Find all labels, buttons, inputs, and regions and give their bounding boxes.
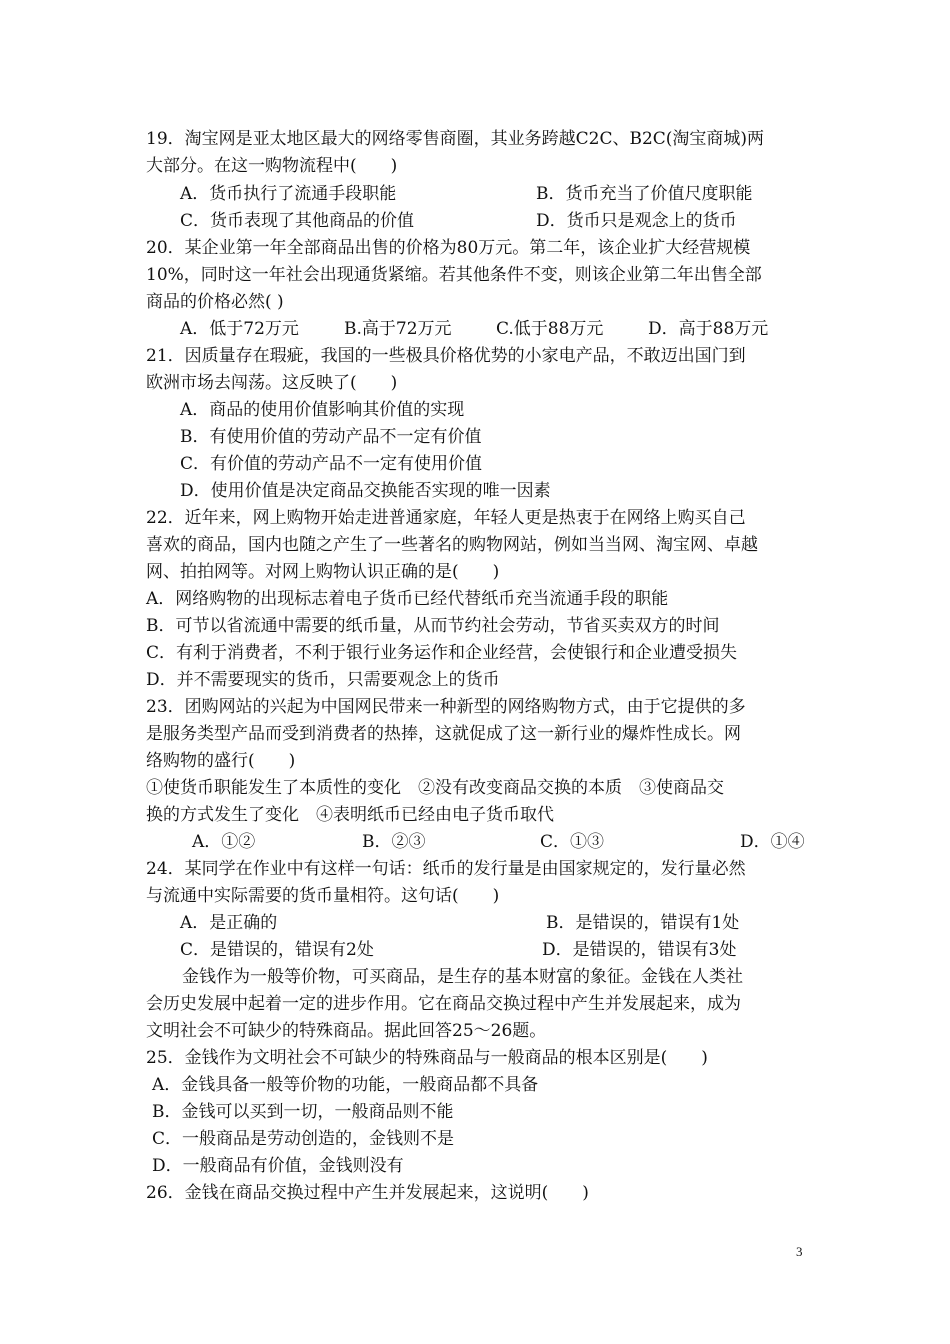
q19-option-d: D．货币只是观念上的货币 <box>536 211 737 231</box>
q22-stem-line3: 网、拍拍网等。对网上购物认识正确的是( ) <box>146 562 500 582</box>
q24-option-a: A．是正确的 <box>180 913 278 933</box>
q24-option-c: C．是错误的，错误有2处 <box>180 940 374 960</box>
q24-option-b: B．是错误的，错误有1处 <box>546 913 740 933</box>
q22-stem-line2: 喜欢的商品，国内也随之产生了一些著名的购物网站，例如当当网、淘宝网、卓越 <box>146 535 758 555</box>
q20-option-d: D．高于88万元 <box>648 319 769 339</box>
page-number: 3 <box>796 1244 803 1259</box>
q23-option-a: A．①② <box>192 832 256 852</box>
q20-stem-line3: 商品的价格必然( ) <box>146 292 284 312</box>
q19-stem-line1: 19．淘宝网是亚太地区最大的网络零售商圈，其业务跨越C2C、B2C(淘宝商城)两 <box>146 129 765 149</box>
q25-option-c: C．一般商品是劳动创造的，金钱则不是 <box>152 1129 455 1149</box>
q23-option-b: B．②③ <box>362 832 426 852</box>
q24-option-d: D．是错误的，错误有3处 <box>542 940 737 960</box>
q21-stem-line1: 21．因质量存在瑕疵，我国的一些极具价格优势的小家电产品，不敢迈出国门到 <box>146 346 746 366</box>
q21-option-b: B．有使用价值的劳动产品不一定有价值 <box>180 427 482 447</box>
q25-option-b: B．金钱可以买到一切，一般商品则不能 <box>152 1102 454 1122</box>
q21-option-c: C．有价值的劳动产品不一定有使用价值 <box>180 454 483 474</box>
passage-line1: 金钱作为一般等价物，可买商品，是生存的基本财富的象征。金钱在人类社 <box>182 967 743 987</box>
q25-stem-line1: 25．金钱作为文明社会不可缺少的特殊商品与一般商品的根本区别是( ) <box>146 1048 708 1068</box>
q23-items-line2: 换的方式发生了变化 ④表明纸币已经由电子货币取代 <box>146 805 554 825</box>
q22-stem-line1: 22．近年来，网上购物开始走进普通家庭，年轻人更是热衷于在网络上购买自己 <box>146 508 746 528</box>
q23-option-d: D．①④ <box>740 832 805 852</box>
q25-option-a: A．金钱具备一般等价物的功能，一般商品都不具备 <box>152 1075 539 1095</box>
q22-option-c: C．有利于消费者，不利于银行业务运作和企业经营，会使银行和企业遭受损失 <box>146 643 738 663</box>
q19-option-b: B．货币充当了价值尺度职能 <box>536 184 753 204</box>
q23-stem-line2: 是服务类型产品而受到消费者的热捧，这就促成了这一新行业的爆炸性成长。网 <box>146 724 741 744</box>
q19-option-a: A．货币执行了流通手段职能 <box>180 184 397 204</box>
q22-option-d: D．并不需要现实的货币，只需要观念上的货币 <box>146 670 500 690</box>
q19-stem-line2: 大部分。在这一购物流程中( ) <box>146 156 398 176</box>
q20-option-a: A．低于72万元 <box>180 319 299 339</box>
q23-stem-line1: 23．团购网站的兴起为中国网民带来一种新型的网络购物方式，由于它提供的多 <box>146 697 746 717</box>
q23-option-c: C．①③ <box>540 832 605 852</box>
q21-option-d: D．使用价值是决定商品交换能否实现的唯一因素 <box>180 481 551 501</box>
passage-line2: 会历史发展中起着一定的进步作用。它在商品交换过程中产生并发展起来，成为 <box>146 994 741 1014</box>
q20-stem-line1: 20．某企业第一年全部商品出售的价格为80万元。第二年，该企业扩大经营规模 <box>146 238 751 258</box>
q21-option-a: A．商品的使用价值影响其价值的实现 <box>180 400 465 420</box>
q22-option-b: B．可节以省流通中需要的纸币量，从而节约社会劳动，节省买卖双方的时间 <box>146 616 720 636</box>
q24-stem-line1: 24．某同学在作业中有这样一句话：纸币的发行量是由国家规定的，发行量必然 <box>146 859 746 879</box>
q20-option-b: B.高于72万元 <box>344 319 452 339</box>
q25-option-d: D．一般商品有价值，金钱则没有 <box>152 1156 404 1176</box>
q20-option-c: C.低于88万元 <box>496 319 604 339</box>
q19-option-c: C．货币表现了其他商品的价值 <box>180 211 415 231</box>
passage-line3: 文明社会不可缺少的特殊商品。据此回答25～26题。 <box>146 1021 547 1041</box>
q24-stem-line2: 与流通中实际需要的货币量相符。这句话( ) <box>146 886 500 906</box>
q21-stem-line2: 欧洲市场去闯荡。这反映了( ) <box>146 373 398 393</box>
q26-stem-line1: 26．金钱在商品交换过程中产生并发展起来，这说明( ) <box>146 1183 589 1203</box>
q23-items-line1: ①使货币职能发生了本质性的变化 ②没有改变商品交换的本质 ③使商品交 <box>146 778 724 798</box>
q23-stem-line3: 络购物的盛行( ) <box>146 751 296 771</box>
q20-stem-line2: 10%，同时这一年社会出现通货紧缩。若其他条件不变，则该企业第二年出售全部 <box>146 265 762 285</box>
q22-option-a: A．网络购物的出现标志着电子货币已经代替纸币充当流通手段的职能 <box>146 589 669 609</box>
